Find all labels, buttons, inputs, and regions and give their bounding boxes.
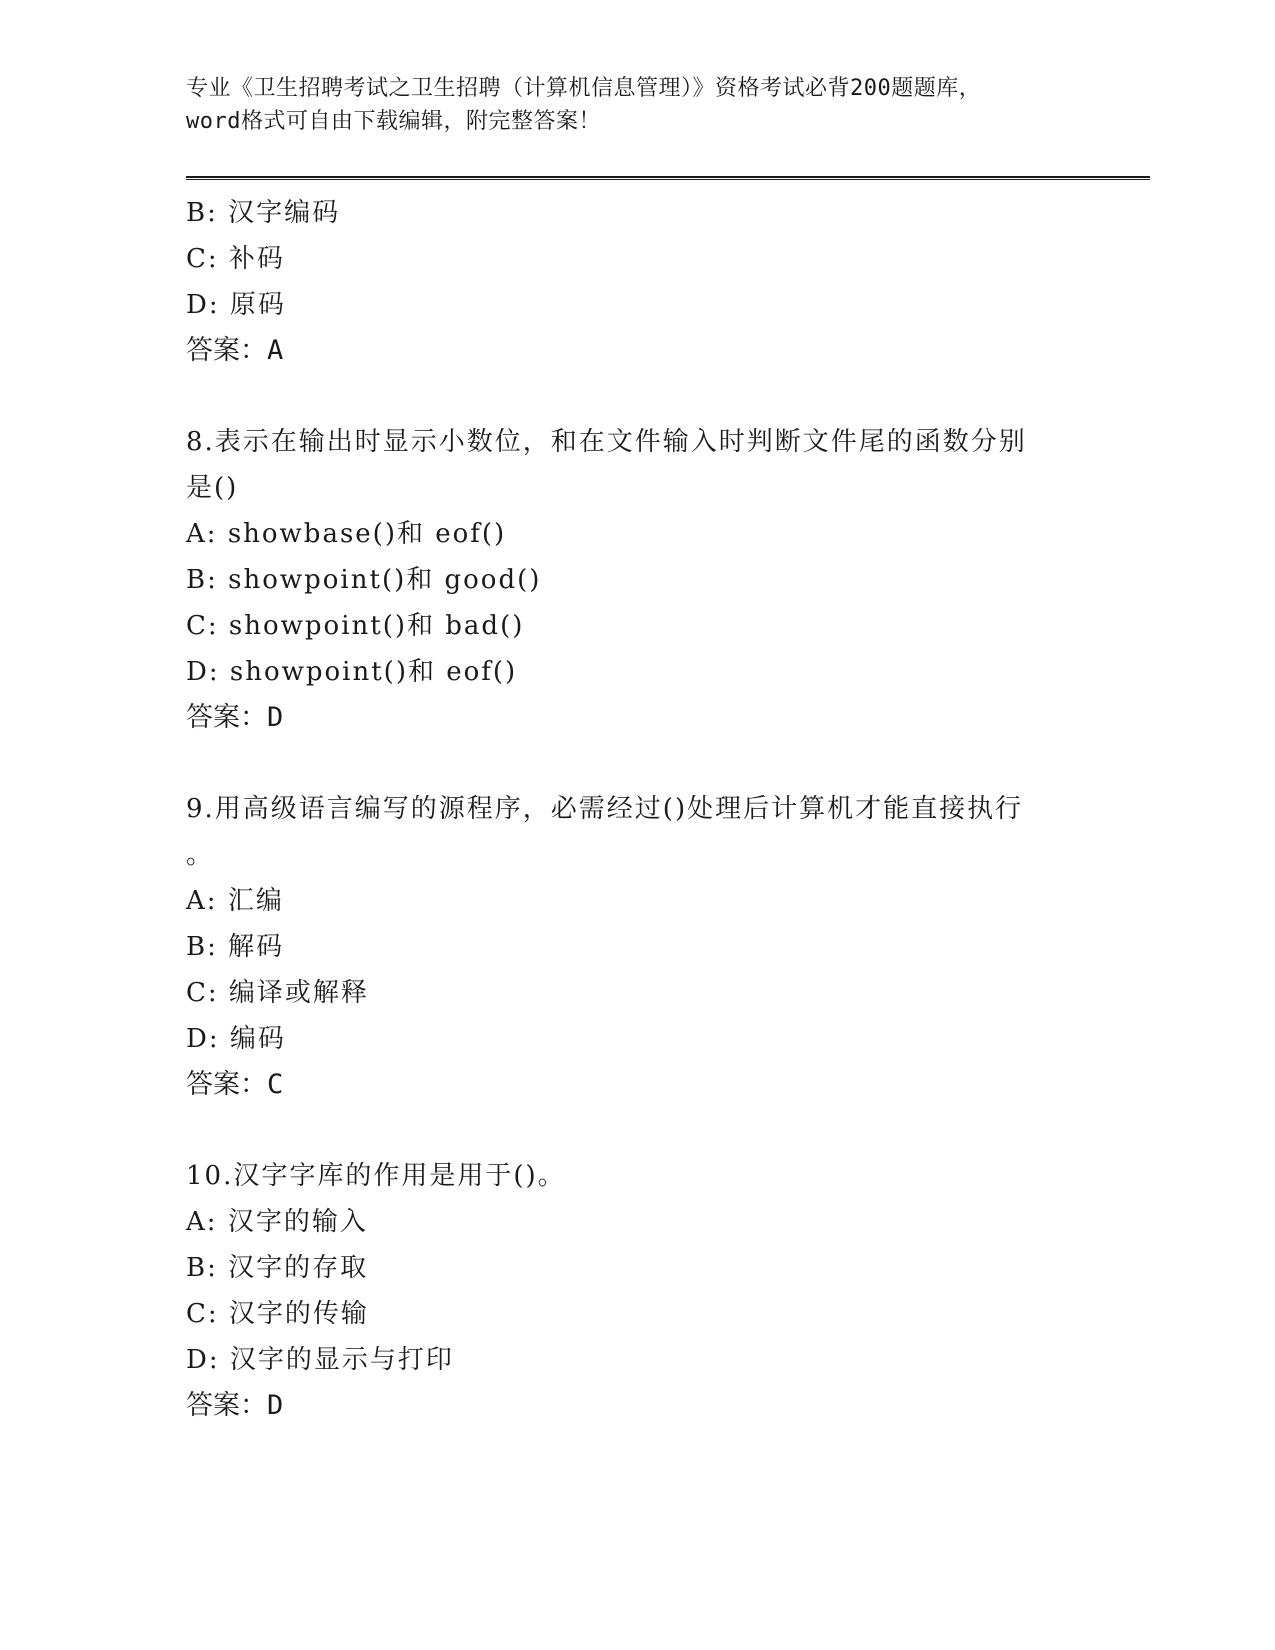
option-text: 汉字的传输 [228, 1299, 369, 1329]
option-text: 原码 [229, 290, 286, 320]
option-text: showbase()和 eof() [227, 519, 507, 549]
question-stem-line: 8.表示在输出时显示小数位，和在文件输入时判断文件尾的函数分别 [186, 427, 1027, 457]
option-label: A: [186, 886, 218, 916]
question-9 [186, 786, 1086, 1108]
option-d [186, 1016, 1086, 1062]
question-stem-line: 。 [186, 840, 215, 870]
option-text: 汉字编码 [228, 198, 341, 228]
option-label: A: [186, 519, 218, 549]
option-text: 汇编 [227, 886, 284, 916]
option-a [186, 1199, 1086, 1245]
answer-line: 答案：D [186, 1390, 284, 1421]
prev-question [186, 190, 1086, 374]
option-label: D: [186, 1345, 220, 1375]
option-c [186, 1291, 1086, 1337]
option-label: A: [186, 1207, 218, 1237]
option-d [186, 282, 1086, 328]
option-text: 汉字的显示与打印 [229, 1345, 454, 1375]
option-b [186, 1245, 1086, 1291]
option-b [186, 190, 1086, 236]
spacer [186, 374, 1086, 419]
question-stem-line: 是() [186, 473, 239, 503]
option-text: 编译或解释 [228, 978, 369, 1008]
header-line-2: word格式可自由下载编辑，附完整答案！ [186, 109, 601, 134]
document-header [186, 72, 1086, 138]
option-text: showpoint()和 eof() [229, 657, 518, 687]
option-label: C: [186, 1299, 219, 1329]
header-line-1: 专业《卫生招聘考试之卫生招聘（计算机信息管理）》资格考试必背200题题库， [186, 76, 982, 101]
option-d [186, 649, 1086, 695]
option-label: B: [186, 1253, 218, 1283]
question-stem-line: 10.汉字字库的作用是用于()。 [186, 1161, 566, 1191]
option-text: 解码 [228, 932, 285, 962]
answer-line: 答案：C [186, 1069, 284, 1100]
option-text: 汉字的存取 [228, 1253, 369, 1283]
option-text: 编码 [229, 1024, 286, 1054]
question-8 [186, 419, 1086, 741]
answer-line: 答案：D [186, 702, 284, 733]
question-stem-line: 9.用高级语言编写的源程序，必需经过()处理后计算机才能直接执行 [186, 794, 1024, 824]
spacer [186, 1108, 1086, 1153]
answer-line: 答案：A [186, 335, 284, 366]
option-text: 补码 [228, 244, 285, 274]
question-content [186, 190, 1086, 1429]
option-label: B: [186, 565, 218, 595]
option-text: showpoint()和 good() [228, 565, 542, 595]
option-label: B: [186, 932, 218, 962]
option-a [186, 878, 1086, 924]
option-label: C: [186, 611, 219, 641]
option-c [186, 603, 1086, 649]
option-a [186, 511, 1086, 557]
option-label: D: [186, 290, 220, 320]
option-label: B: [186, 198, 218, 228]
option-text: showpoint()和 bad() [228, 611, 525, 641]
question-10 [186, 1153, 1086, 1429]
option-b [186, 557, 1086, 603]
option-d [186, 1337, 1086, 1383]
option-label: D: [186, 1024, 220, 1054]
option-label: C: [186, 978, 219, 1008]
option-c [186, 236, 1086, 282]
header-divider [186, 176, 1150, 180]
option-label: D: [186, 657, 220, 687]
spacer [186, 741, 1086, 786]
option-text: 汉字的输入 [227, 1207, 368, 1237]
option-c [186, 970, 1086, 1016]
option-b [186, 924, 1086, 970]
option-label: C: [186, 244, 219, 274]
